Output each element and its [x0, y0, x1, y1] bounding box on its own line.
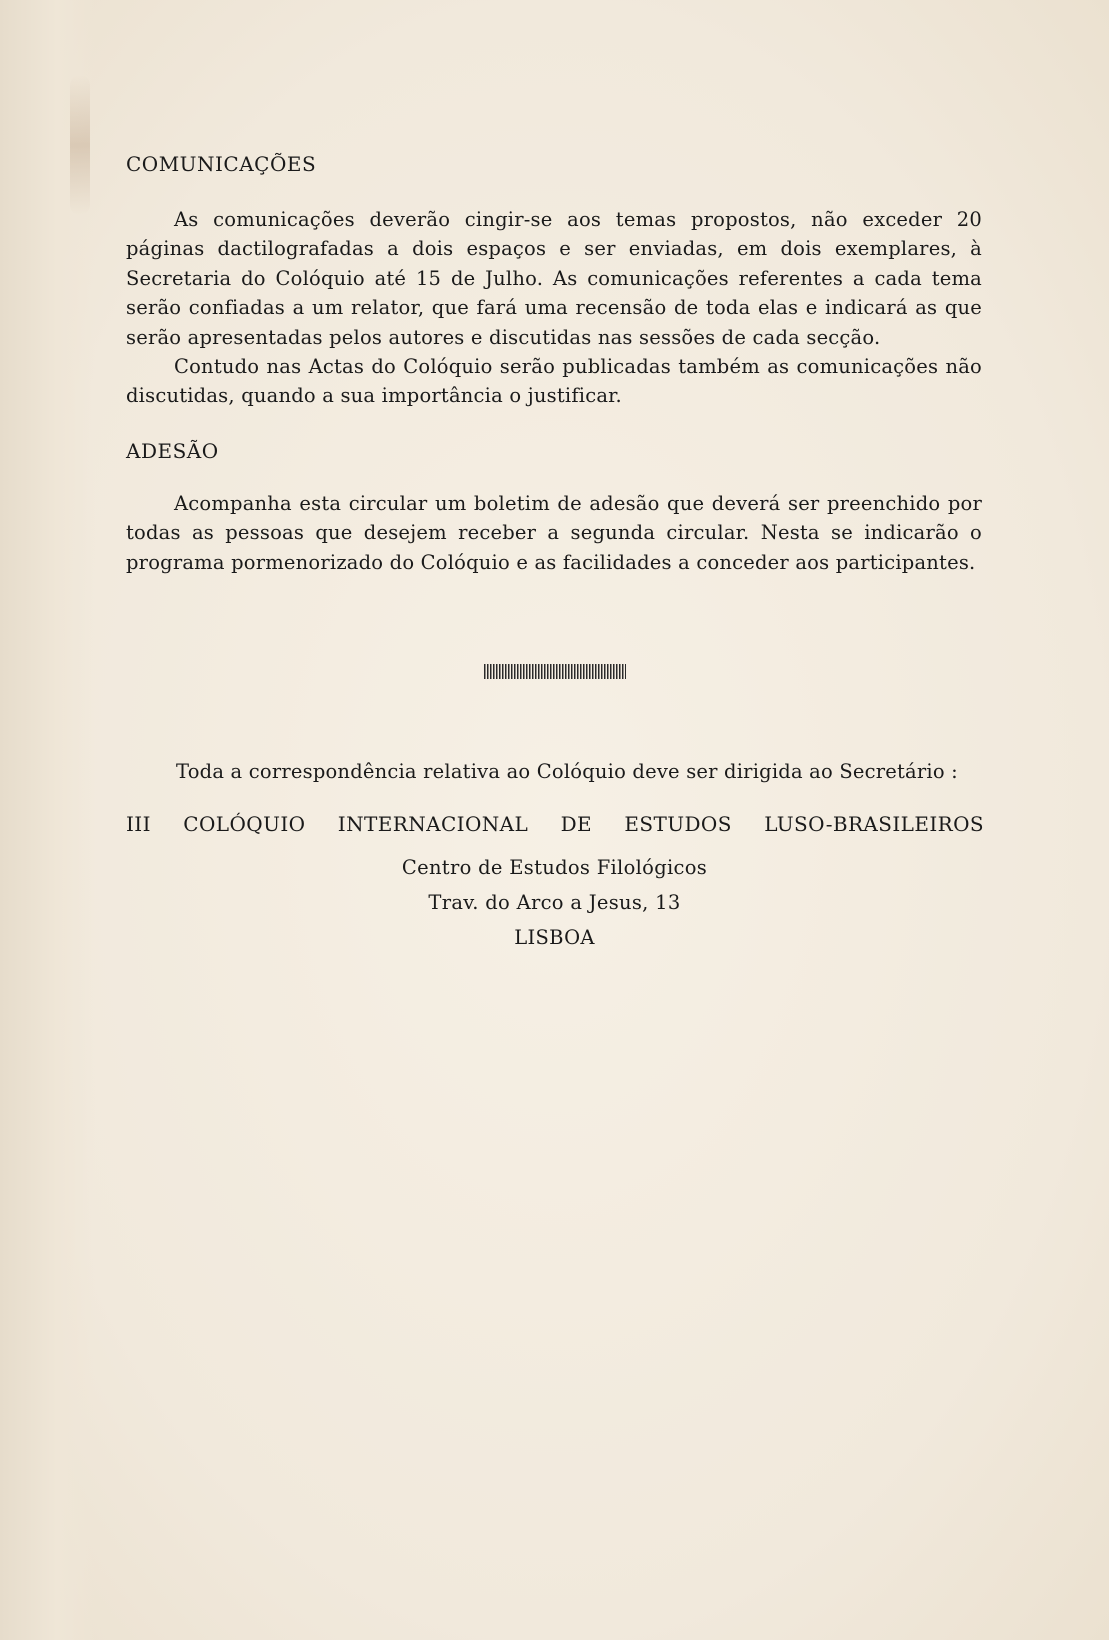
- address-city: LISBOA: [514, 926, 595, 949]
- heading-adesao: ADESÃO: [126, 439, 219, 463]
- address-institution: Centro de Estudos Filológicos: [401, 856, 708, 879]
- paper-stain: [70, 75, 90, 215]
- address-street: Trav. do Arco a Jesus, 13: [428, 891, 681, 914]
- paragraph-comunicacoes-1: As comunicações deverão cingir-se aos temas propostos, não exceder 20 páginas dactilografadas a dois espaços e ser enviadas, em dois exemplares, à Secretaria do Colóquio até 15 de Julho. As comunicações referentes a cada tema serão confiadas a um relator, que fará uma recensão de toda elas e indicará as que serão apresentadas pelos autores e discutidas nas sessões de cada secção.: [126, 208, 982, 349]
- organization-title: III COLÓQUIO INTERNACIONAL DE ESTUDOS LUSO-BRASILEIROS: [126, 812, 984, 836]
- heading-comunicacoes: COMUNICAÇÕES: [126, 152, 317, 176]
- page-edge-shadow: [0, 0, 95, 1640]
- decorative-divider: [484, 664, 626, 679]
- paragraph-adesao: Acompanha esta circular um boletim de adesão que deverá ser preenchido por todas as pessoas que desejem receber a segunda circular. Nesta se indicarão o programa pormenorizado do Colóquio e as facilidades a conceder aos participantes.: [126, 492, 982, 574]
- correspondence-intro: Toda a correspondência relativa ao Colóquio deve ser dirigida ao Secretário :: [176, 760, 958, 783]
- paragraph-comunicacoes-2: Contudo nas Actas do Colóquio serão publicadas também as comunicações não discutidas, quando a sua importância o justificar.: [126, 355, 982, 408]
